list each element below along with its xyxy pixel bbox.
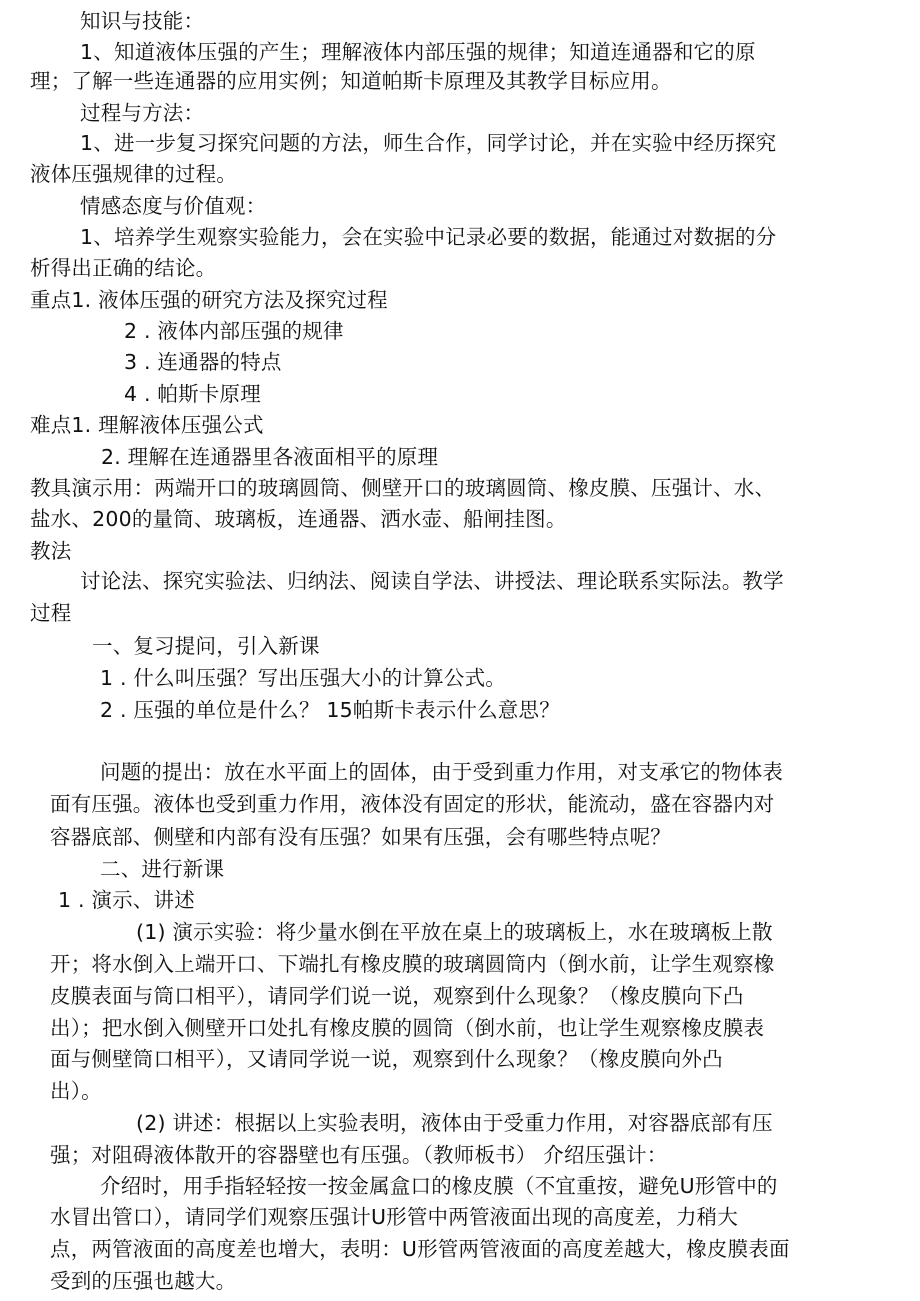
text-line: 盐水、200的量筒、玻璃板，连通器、洒水壶、船闸挂图。 (30, 507, 567, 531)
heading-attitude-values: 情感态度与价值观： (80, 194, 267, 218)
text-line: 1、知道液体压强的产生；理解液体内部压强的规律；知道连通器和它的原 (80, 40, 756, 64)
section-heading-review: 一、复习提问，引入新课 (92, 634, 320, 658)
text-line: 容器底部、侧壁和内部有没有压强？如果有压强，会有哪些特点呢？ (50, 825, 671, 849)
text-line: 1、培养学生观察实验能力，会在实验中记录必要的数据，能通过对数据的分 (80, 225, 777, 249)
text-line: 开；将水倒入上端开口、下端扎有橡皮膜的玻璃圆筒内（倒水前，让学生观察橡 (50, 952, 775, 976)
key-points-heading: 重点1. 液体压强的研究方法及探究过程 (30, 288, 388, 312)
heading-process-method: 过程与方法： (80, 101, 205, 125)
text-line: 问题的提出：放在水平面上的固体，由于受到重力作用，对支承它的物体表 (100, 760, 784, 784)
text-line: 受到的压强也越大。 (50, 1269, 237, 1293)
text-line: 出）；把水倒入侧壁开口处扎有橡皮膜的圆筒（倒水前，也让学生观察橡皮膜表 (50, 1016, 765, 1040)
teaching-aids-line: 教具演示用：两端开口的玻璃圆筒、侧壁开口的玻璃圆筒、橡皮膜、压强计、水、 (30, 476, 776, 500)
text-line: 析得出正确的结论。 (30, 256, 217, 280)
text-line: 液体压强规律的过程。 (30, 162, 237, 186)
review-question: 2 . 压强的单位是什么？ 15帕斯卡表示什么意思？ (100, 698, 560, 722)
text-line: 水冒出管口），请同学们观察压强计U形管中两管液面出现的高度差，力稍大 (50, 1205, 739, 1229)
text-line: 面与侧壁筒口相平），又请同学说一说，观察到什么现象？（橡皮膜向外凸 (50, 1047, 723, 1071)
difficulty-item: 2. 理解在连通器里各液面相平的原理 (101, 445, 439, 469)
text-line: 过程 (30, 601, 72, 625)
key-point-item: 2 . 液体内部压强的规律 (124, 319, 344, 343)
key-point-item: 4 . 帕斯卡原理 (124, 382, 261, 406)
difficulty-heading: 难点1. 理解液体压强公式 (30, 413, 264, 437)
text-line: 强；对阻碍液体散开的容器壁也有压强。（教师板书） 介绍压强计： (50, 1143, 668, 1167)
heading-knowledge-skills: 知识与技能： (80, 9, 205, 33)
text-line: (2) 讲述：根据以上实验表明，液体由于受重力作用，对容器底部有压 (136, 1111, 773, 1135)
text-line: 1、进一步复习探究问题的方法，师生合作，同学讨论，并在实验中经历探究 (80, 131, 777, 155)
text-line: 点，两管液面的高度差也增大，表明：U形管两管液面的高度差越大，橡皮膜表面 (50, 1237, 790, 1261)
text-line: 面有压强。液体也受到重力作用，液体没有固定的形状，能流动，盛在容器内对 (50, 792, 775, 816)
text-line: 理；了解一些连通器的应用实例；知道帕斯卡原理及其教学目标应用。 (30, 69, 672, 93)
subsection-heading: 1 . 演示、讲述 (58, 888, 195, 912)
text-line: 出）。 (50, 1079, 102, 1103)
section-heading-new-lesson: 二、进行新课 (100, 857, 225, 881)
text-line: 介绍时，用手指轻轻按一按金属盒口的橡皮膜（不宜重按，避免U形管中的 (100, 1174, 778, 1198)
text-line: (1) 演示实验：将少量水倒在平放在桌上的玻璃板上，水在玻璃板上散 (136, 920, 773, 944)
review-question: 1 . 什么叫压强？写出压强大小的计算公式。 (100, 666, 506, 690)
text-line: 讨论法、探究实验法、归纳法、阅读自学法、讲授法、理论联系实际法。教学 (80, 569, 784, 593)
text-line: 皮膜表面与筒口相平），请同学们说一说，观察到什么现象？（橡皮膜向下凸 (50, 984, 744, 1008)
teaching-method-heading: 教法 (30, 539, 72, 563)
key-point-item: 3 . 连通器的特点 (124, 350, 282, 374)
